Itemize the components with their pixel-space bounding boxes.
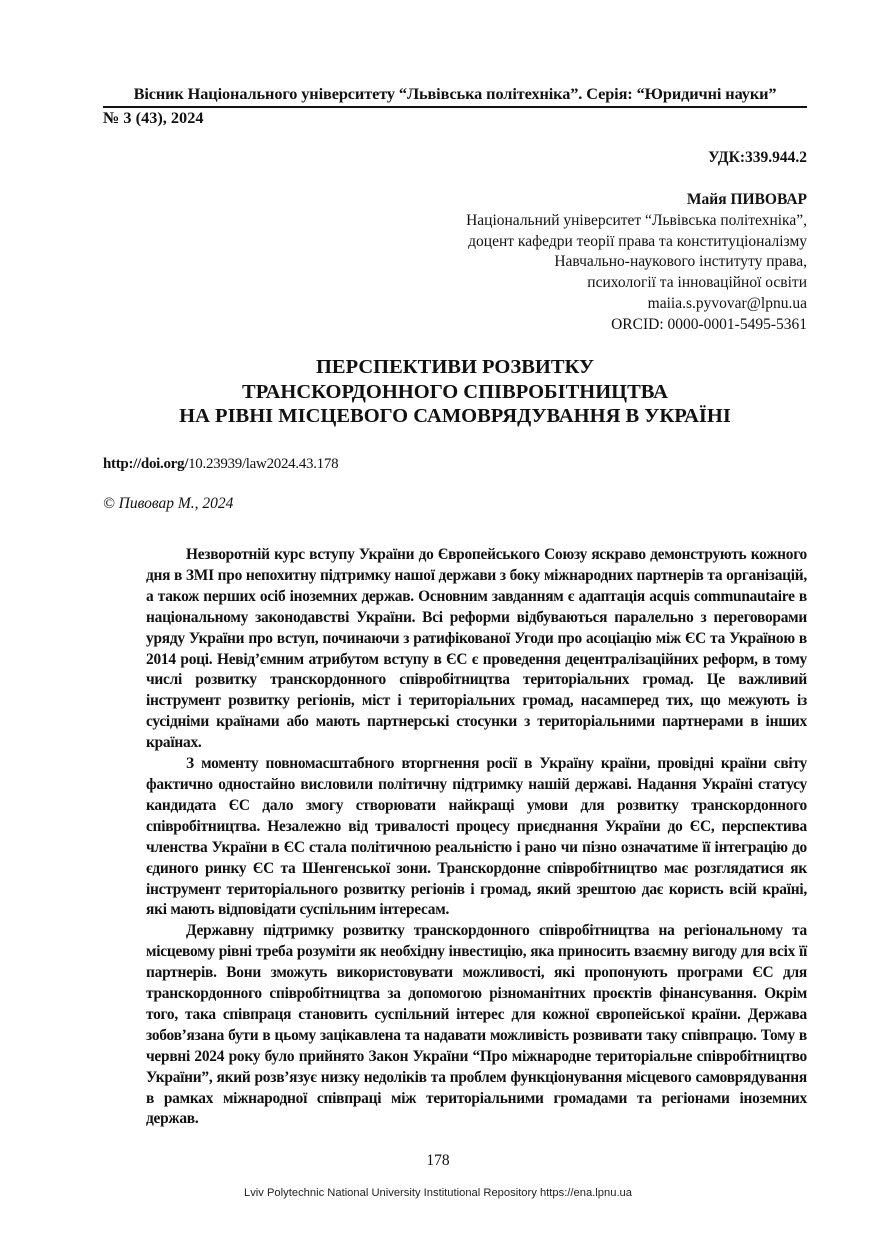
doi-prefix: http://doi.org/	[103, 456, 189, 472]
title-line: НА РІВНІ МІСЦЕВОГО САМОВРЯДУВАННЯ В УКРАЇНІ	[179, 405, 731, 427]
author-name: Майя ПИВОВАР	[686, 191, 807, 208]
issue-number: № 3 (43), 2024	[103, 108, 204, 127]
page-number: 178	[426, 1152, 450, 1169]
affiliation-line: доцент кафедри теорії права та конституціоналізму	[468, 232, 807, 250]
author-block	[466, 190, 807, 336]
doi-id: 10.23939/law2024.43.178	[188, 456, 339, 472]
repository-footer: Lviv Polytechnic National University Institutional Repository https://ena.lpnu.ua	[243, 1187, 633, 1199]
author-orcid: ORCID: 0000-0001-5495-5361	[611, 315, 807, 333]
author-email[interactable]: maiia.s.pyvovar@lpnu.ua	[647, 294, 807, 312]
affiliation-line: Національний університет “Львівська політехніка”,	[466, 211, 807, 229]
affiliation-line: психології та інноваційної освіти	[587, 274, 807, 292]
affiliation-line: Навчально-наукового інституту права,	[554, 253, 807, 271]
abstract-paragraph: З моменту повномасштабного вторгнення росії в Україну країни, провідні країни світу фактично одностайно висловили політичну підтримку нашій державі. Надання Україні статусу кандидата ЄС дало змогу створювати найкращі умови для розвитку транскордонного співробітництва. Незалежно від тривалості процесу приєднання України до ЄС, перспектива членства України в ЄС стала політичною реальністю і рано чи пізно означатиме її інтеграцію до єдиного ринку ЄС та Шенгенської зони. Транскордонне співробітництво має розглядатися як інструмент територіального розвитку регіонів і громад, який зрештою дає користь всій країні, які мають відповідати суспільним інтересам.	[146, 755, 807, 919]
paper-title	[103, 355, 807, 429]
abstract	[146, 545, 807, 1130]
doi-link[interactable]	[103, 454, 338, 474]
udc-code: УДК:339.944.2	[708, 149, 807, 166]
abstract-paragraph: Державну підтримку розвитку транскордонного співробітництва на регіональному та місцевому рівні треба розуміти як необхідну інвестицію, яка приносить взаємну вигоду для всіх її партнерів. Вони зможуть використовувати можливості, які пропонують програми ЄС для транскордонного співробітництва за допомогою різноманітних проєктів фінансування. Окрім того, така співпраця становить суспільний інтерес для кожної європейської країни. Держава зобов’язана бути в цьому зацікавлена та надавати можливість розвивати таку співпрацю. Тому в червні 2024 року було прийнято Закон України “Про міжнародне територіальне співробітництво України”, який розв’язує низку недоліків та проблем функціонування місцевого самоврядування в рамках міжнародної співпраці між територіальними громадами та регіонами іноземних держав.	[146, 922, 807, 1128]
journal-header: Вісник Національного університету “Львівська політехніка”. Серія: “Юридичні науки”	[103, 84, 807, 108]
abstract-paragraph: Незворотній курс вступу України до Європейського Союзу яскраво демонструють кожного дня в ЗМІ про непохитну підтримку нашої держави з боку міжнародних партнерів та організацій, а також перших осіб іноземних держав. Основним завданням є адаптація acquis communautaire в національному законодавстві України. Всі реформи відбуваються паралельно з переговорами уряду України про вступ, починаючи з ратифікованої Угоди про асоціацію між ЄС та Україною в 2014 році. Невід’ємним атрибутом вступу в ЄС є проведення децентралізаційних реформ, в тому числі розвитку транскордонного співробітництва територіальних громад. Це важливий інструмент розвитку регіонів, міст і територіальних громад, насамперед тих, що межують із сусідніми країнами або мають партнерські стосунки з територіальними партнерами в інших країнах.	[146, 546, 807, 752]
title-line: ПЕРСПЕКТИВИ РОЗВИТКУ	[315, 356, 594, 378]
title-line: ТРАНСКОРДОННОГО СПІВРОБІТНИЦТВА	[242, 380, 668, 403]
copyright: © Пивовар М., 2024	[103, 495, 234, 512]
